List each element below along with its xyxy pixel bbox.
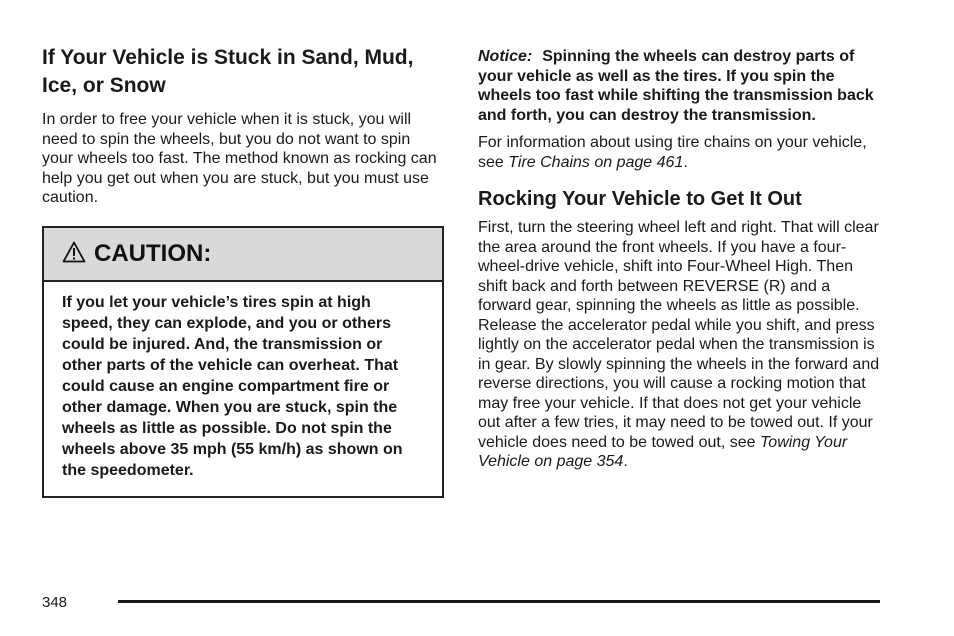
notice-text: Spinning the wheels can destroy parts of your vehicle as well as the tires. If you spin the wheels too fast while shifting the transmission back and forth, you can destroy the transmission. (478, 48, 874, 124)
section-heading-rocking: Rocking Your Vehicle to Get It Out (478, 188, 802, 210)
section-heading-stuck: If Your Vehicle is Stuck in Sand, Mud, Ice, or Snow (42, 46, 414, 97)
left-column (42, 44, 444, 208)
intro-paragraph: In order to free your vehicle when it is stuck, you will need to spin the wheels, but you do not want to spin your wheels too fast. The method known as rocking can help you get out when you are stuck, but you must use caution. (42, 111, 437, 206)
tire-chains-paragraph (478, 133, 882, 172)
caution-text: If you let your vehicle’s tires spin at high speed, they can explode, and you or others could be injured. And, the transmission or other parts of the vehicle can overheat. That could cause an engine compartment fire or other damage. When you are stuck, spin the wheels as little as possible. Do not spin the wheels above 35 mph (55 km/h) as shown on the speedometer. (62, 294, 403, 479)
page-number: 348 (42, 594, 68, 611)
right-column (478, 47, 882, 472)
caution-box (42, 226, 444, 498)
tire-chains-reference-link[interactable]: Tire Chains on page 461 (508, 153, 684, 171)
towing-reference-link[interactable]: Towing Your Vehicle on page 354 (478, 433, 848, 470)
tire-chains-text: For information about using tire chains on your vehicle, see (478, 134, 867, 171)
caution-title: CAUTION: (94, 240, 212, 267)
notice-label: Notice: (478, 48, 533, 65)
warning-triangle-icon (62, 241, 86, 263)
rocking-paragraph (478, 218, 882, 472)
rocking-text: First, turn the steering wheel left and right. That will clear the area around the front wheels. If you have a four-wheel-drive vehicle, shift into Four-Wheel High. Then shift back and forth between REVERSE (R) and a forward gear, spinning the wheels as little as possible. Release the accelerator pedal while you shift, and press lightly on the accelerator pedal when the transmission is in gear. By slowly spinning the wheels in the forward and reverse directions, you will cause a rocking motion that may free your vehicle. If that does not get your vehicle out after a few tries, it may need to be towed out. If your vehicle does need to be towed out, see (478, 219, 880, 451)
towing-end: . (623, 453, 628, 470)
spacer (478, 172, 882, 186)
notice-paragraph (478, 47, 882, 125)
tire-chains-end: . (683, 153, 688, 171)
caution-header (44, 228, 442, 282)
footer-rule (118, 600, 880, 603)
